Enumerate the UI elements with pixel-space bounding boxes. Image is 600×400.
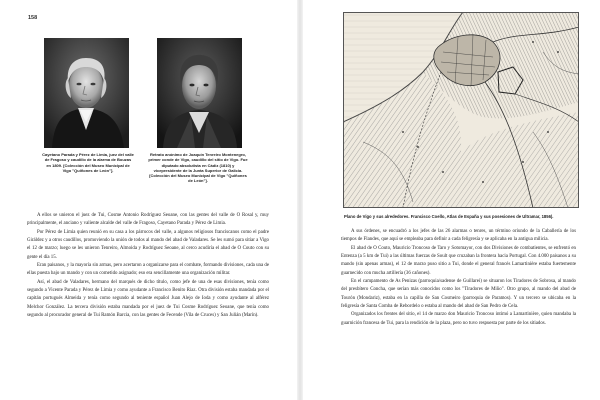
vigo-map-caption: Plano de Vigo y sus alrededores. Francisco Coello, Atlas de España y sus posesiones de Ultramar, 1856).	[344, 214, 554, 219]
portrait-cayetano-image	[44, 38, 129, 148]
portrait-cayetano-parada	[44, 38, 129, 148]
left-page	[0, 0, 298, 400]
right-paragraph: En el campamento de As Penizas (parroquia/sadense de Guillarei) se situaron los Tiradores de Sobrosa, al mando del presbítero Concha, que serían más conocidos como los "Tiradores de Miño". Otro grupo, al mando del abad de Tourón (Mondariz), estaba en la capilla de San Cosmeiro (parroquia de Paramos). Y un tercero se ubicaba en la feligresía de Santa Comba de Rebordelo o estaba al mando del abad de San Pedro de Cela.	[341, 279, 576, 310]
right-paragraph: El abad de O Couto, Mauricio Troncoso de Taro y Sotomayor, con dos Divisiones de combatientes, se enfrentó en Entenza (a 5 km de Tui) a las últimas fuerzas de Soult que cruzaban la frontera hacia Portugal. Con 4.000 paisanos a su mando (sin apenas armas), el 12 de marzo puso sitio a Tui, donde el general francés Lamartinière estaba fuertemente guarnecido con mucha artillería (36 cañones).	[341, 245, 576, 276]
portrait-joaquin-tenreiro	[157, 38, 242, 148]
right-paragraph: A sus órdenes, se encuadró a los jefes de las 26 alarmas o tenres, un término oriundo de la Caballería de los tiempos de Flandes, que aquí se empleaba para definir a cada feligresía y se aplicaba en la antigua milicia.	[341, 229, 576, 243]
portrait-cayetano-caption: Cayetano Parada y Pérez de Limia, juez del valle de Fragoso y caudillo de la alarma de Bouzas en 1809. [Colección del Museo Municipal de Vigo "Quiñones de León"].	[42, 152, 134, 173]
left-page-number: 158	[28, 15, 38, 21]
left-paragraph: A ellos se unieron el juez de Tui, Cosme Antonio Rodríguez Seoane, con las gentes del valle de O Rosal y, muy principalmente, el anciano y valiente alcalde del valle de Fragoso, Cayetano Parada y Pérez de Limia.	[27, 213, 269, 227]
right-body-text	[341, 228, 576, 328]
portrait-joaquin-caption: Retrato anónimo de Joaquín Tenreiro Montenegro, primer conde de Vigo, caudillo del sitio de Vigo. Fue diputado absolutista en Cádiz (1810) y vicepresidente de la Junta Superior de Galicia. [Colección del Museo Municipal de Vigo "Quiñones de León"].	[148, 152, 248, 184]
left-paragraph: Por Pérez de Limia quien reunió en su casa a los párrocos del valle, a algunos religiosos franciscanos como el padre Giráldez y a otros caudillos, promoviendo la unión de todos al mando del abad de Valadares. Se les sumó para sitiar a Vigo el 12 de marzo; luego se les unieron Tenreiro, Almoida y Rodríguez Seoane, al cerco acudiría el abad de O Couto con su gente el día 15.	[27, 229, 269, 260]
left-paragraph: Así, el abad de Valadares, hermano del marqués de dicho título, como jefe de una de esas divisiones, tenía como segundo a Vicente Parada y Pérez de Limia y como ayudante a Francisco Benito Riaz. Otra división estaba mandada por el capitán portugués Almeida y tenía como segundo al teniente español Juan Alejo de Ioda y como ayudante al alférez Melchor González. La tercera división estaba mandada por el juez de Tui Cosme Rodríguez Seoane, que tenía como segundo al procurador general de Tui Ramón Barcia, con las gentes de Fecende (Vila de Cruces) y San Julián (Marín).	[27, 279, 269, 319]
left-paragraph: Eran paisanos, y la mayoría sin armas, pero acertaron a organizarse para el combate, formando divisiones, cada una de ellas puesta bajo un mando y con un cometido asignado; eso era sencillamente una organización militar.	[27, 263, 269, 277]
right-page	[302, 0, 600, 400]
left-body-text	[27, 212, 269, 320]
vigo-map-image	[343, 12, 579, 208]
vigo-map	[343, 12, 579, 208]
right-paragraph: Organizados los frentes del sitio, el 14 de marzo don Mauricio Troncoso intimó a Lamartinière, quien mandaba la guarnición francesa de Tui, para la rendición de la plaza, pero no tuvo respuesta por parte de los sitiados.	[341, 312, 576, 326]
portrait-joaquin-image	[157, 38, 242, 148]
